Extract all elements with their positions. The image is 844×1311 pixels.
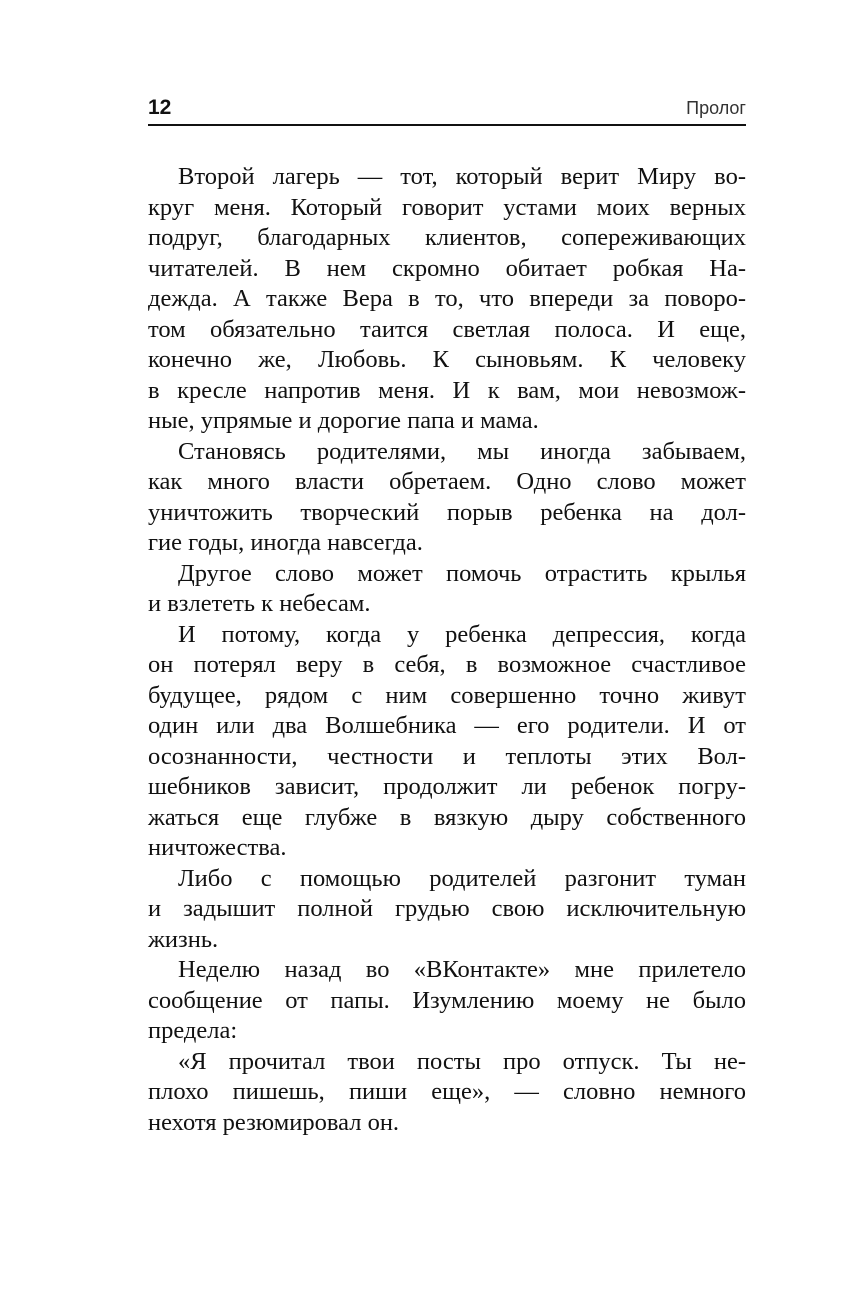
text-line: ные, упрямые и дорогие папа и мама.: [148, 407, 539, 434]
text-line: один или два Волшебника — его родители. И от: [148, 712, 746, 739]
text-line: осознанности, честности и теплоты этих Вол-: [148, 742, 746, 770]
text-line: будущее, рядом с ним совершенно точно живут: [148, 681, 746, 709]
running-head: Пролог: [686, 98, 746, 118]
page-number: 12: [148, 96, 172, 119]
text-line: уничтожить творческий порыв ребенка на дол-: [148, 498, 746, 526]
text-line: подруг, благодарных клиентов, сопереживающих: [148, 224, 746, 251]
text-line: Другое слово может помочь отрастить крылья: [178, 559, 746, 587]
text-line: Становясь родителями, мы иногда забываем,: [178, 437, 746, 465]
text-line: жаться еще глубже в вязкую дыру собственного: [148, 803, 746, 831]
text-line: дежда. А также Вера в то, что впереди за поворо-: [148, 285, 746, 312]
text-line: жизнь.: [148, 925, 219, 953]
text-line: Неделю назад во «ВКонтакте» мне прилетело: [178, 956, 746, 983]
text-line: шебников зависит, продолжит ли ребенок погру-: [148, 773, 746, 800]
text-line: конечно же, Любовь. К сыновьям. К человеку: [148, 346, 746, 373]
text-line: круг меня. Который говорит устами моих верных: [148, 193, 746, 221]
text-line: как много власти обретаем. Одно слово может: [148, 468, 746, 495]
paragraph-6: [148, 955, 746, 1047]
page-header: [148, 94, 746, 126]
text-line: нехотя резюмировал он.: [148, 1108, 400, 1136]
text-line: плохо пишешь, пиши еще», — словно немного: [148, 1078, 746, 1105]
paragraph-4: [148, 620, 746, 864]
text-line: в кресле напротив меня. И к вам, мои невозмож-: [148, 376, 746, 404]
text-line: ничтожества.: [148, 834, 287, 861]
text-line: И потому, когда у ребенка депрессия, когда: [178, 620, 746, 648]
body-text: [148, 162, 746, 1138]
paragraph-5: [148, 864, 746, 956]
text-line: Либо с помощью родителей разгонит туман: [178, 864, 746, 892]
paragraph-1: [148, 162, 746, 437]
text-line: и задышит полной грудью свою исключительную: [148, 895, 746, 922]
text-line: «Я прочитал твои посты про отпуск. Ты не-: [178, 1047, 746, 1075]
text-line: предела:: [148, 1017, 238, 1044]
text-line: Второй лагерь — тот, который верит Миру во-: [178, 163, 746, 190]
paragraph-2: [148, 437, 746, 559]
text-line: сообщение от папы. Изумлению моему не было: [148, 986, 746, 1014]
paragraph-7: [148, 1047, 746, 1139]
text-line: гие годы, иногда навсегда.: [148, 529, 423, 556]
paragraph-3: [148, 559, 746, 620]
text-line: читателей. В нем скромно обитает робкая На-: [148, 254, 746, 282]
text-line: он потерял веру в себя, в возможное счастливое: [148, 651, 746, 678]
text-line: том обязательно таится светлая полоса. И еще,: [148, 315, 746, 343]
text-line: и взлететь к небесам.: [148, 590, 371, 617]
